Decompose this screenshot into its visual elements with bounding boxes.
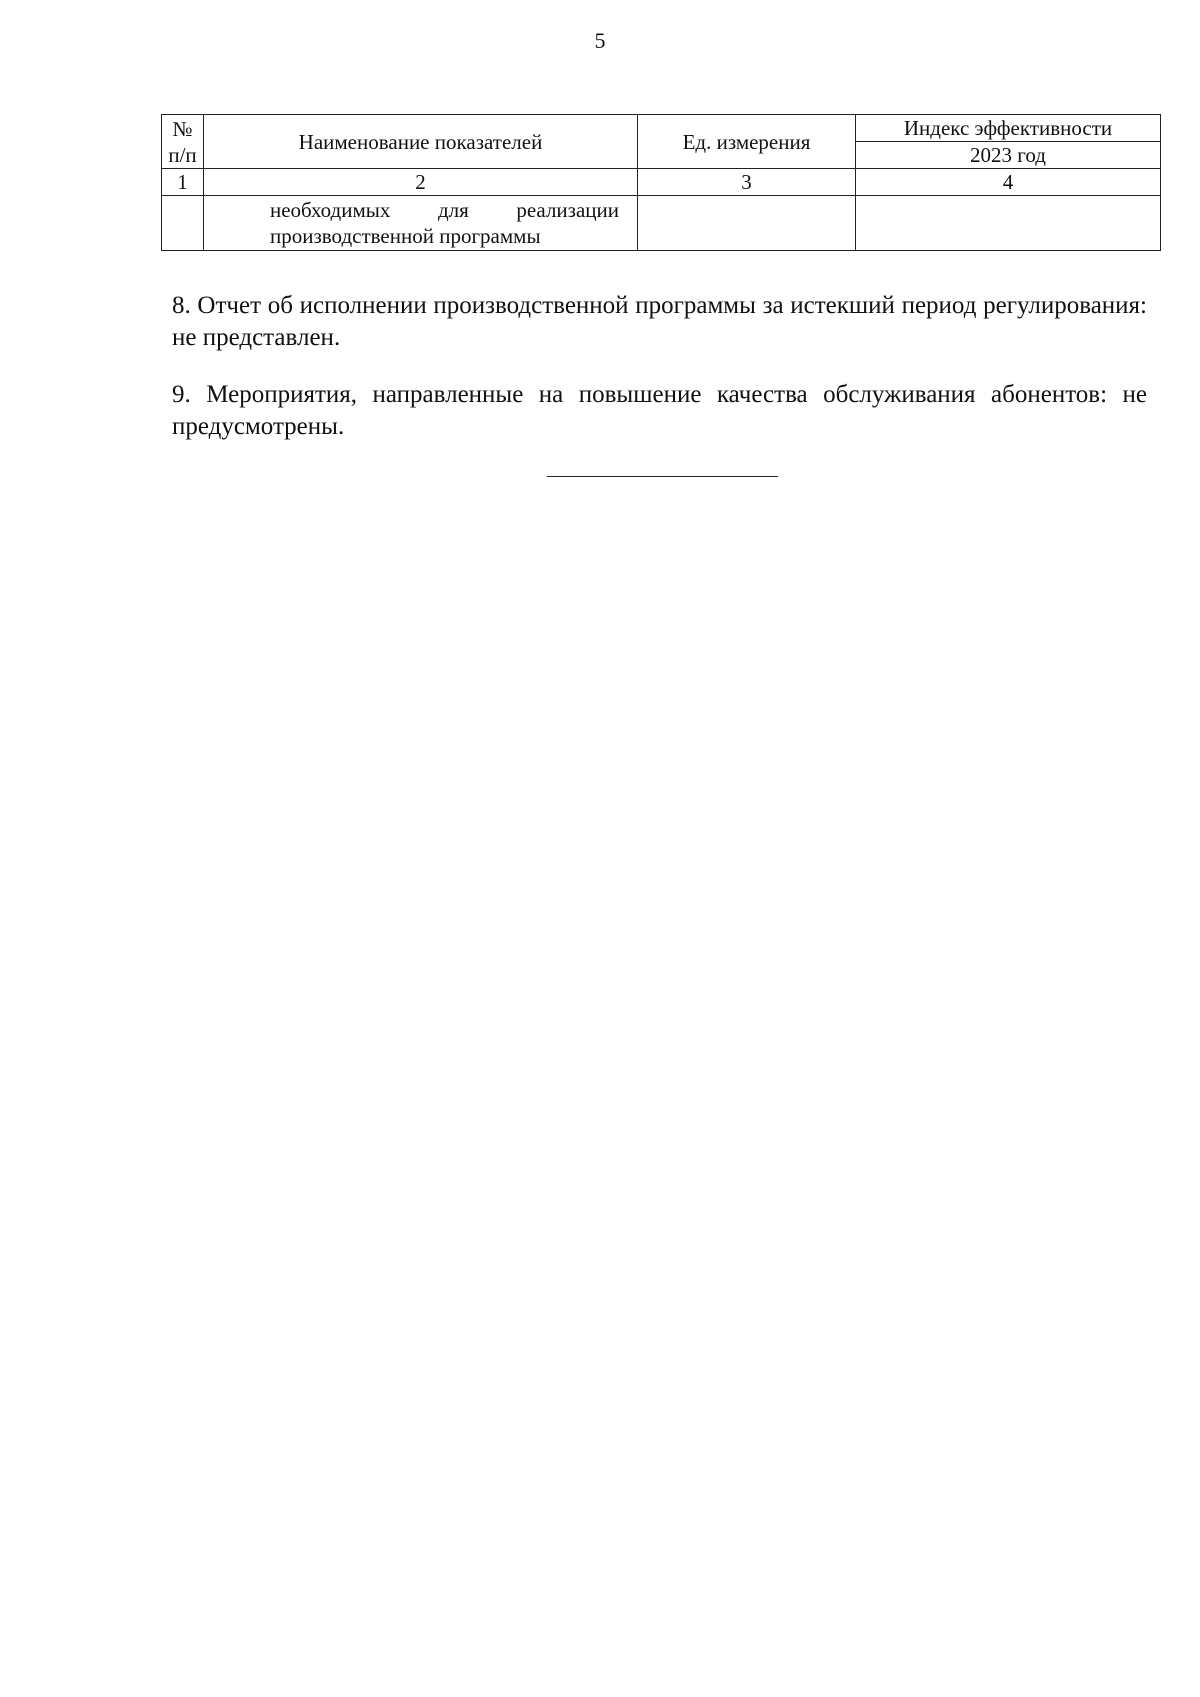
header-num-abbr: п/п (168, 142, 197, 167)
table-row (162, 196, 1161, 251)
paragraph-report: 8. Отчет об исполнении производственной программы за истекший период регулирования: не представлен. (172, 292, 1147, 351)
column-number-cell: 3 (638, 169, 856, 196)
column-number-cell: 2 (204, 169, 638, 196)
row-value-cell (856, 196, 1161, 251)
header-unit-cell: Ед. измерения (638, 115, 856, 169)
table-header-row (162, 115, 1161, 142)
row-name-cell (204, 196, 638, 251)
page-number: 5 (594, 28, 606, 53)
indicators-table (161, 114, 1161, 251)
header-num-cell (162, 115, 204, 169)
row-name-text: необходимых для реализации производственной программы (270, 198, 619, 248)
paragraph-measures: 9. Мероприятия, направленные на повышение качества обслуживания абонентов: не предусмотрены. (172, 381, 1147, 440)
row-unit-cell (638, 196, 856, 251)
header-num-symbol: № (172, 116, 193, 141)
column-numbers-row (162, 169, 1161, 196)
header-index-group-cell: Индекс эффективности (856, 115, 1161, 142)
end-divider-line (547, 476, 778, 477)
row-num-cell (162, 196, 204, 251)
column-number-cell: 1 (162, 169, 204, 196)
header-name-cell: Наименование показателей (204, 115, 638, 169)
column-number-cell: 4 (856, 169, 1161, 196)
header-index-year-cell: 2023 год (856, 142, 1161, 169)
